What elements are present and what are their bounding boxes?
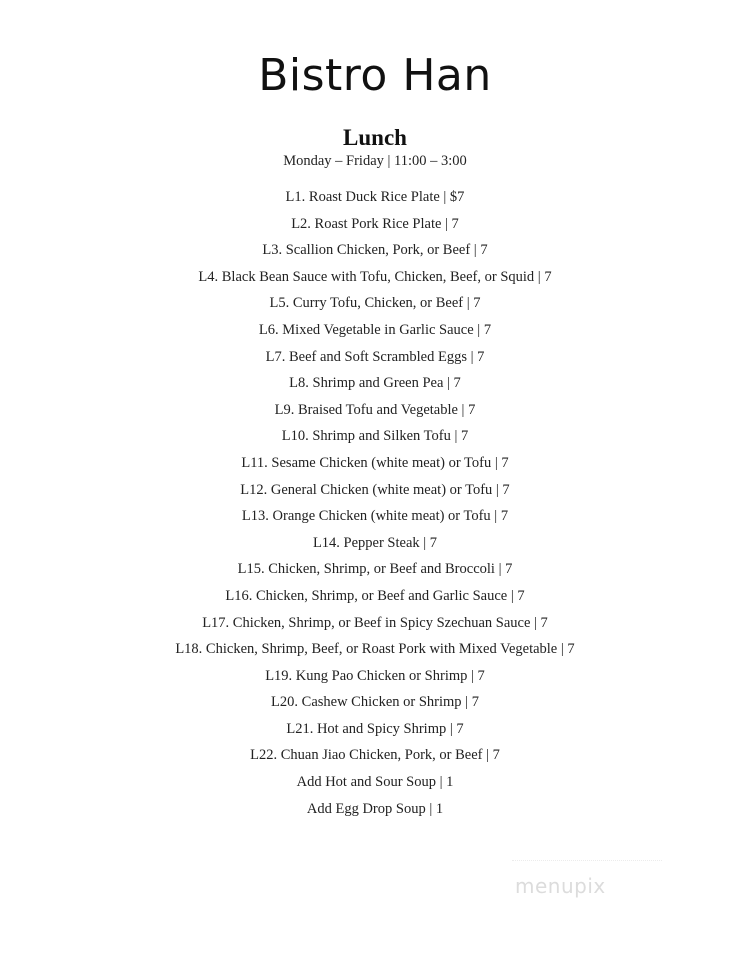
menu-item: L4. Black Bean Sauce with Tofu, Chicken, Beef, or Squid | 7 <box>198 268 552 285</box>
menu-item: L1. Roast Duck Rice Plate | $7 <box>285 189 465 205</box>
watermark-divider <box>512 860 662 861</box>
menu-item: L15. Chicken, Shrimp, or Beef and Broccoli | 7 <box>237 561 513 578</box>
section-title: Lunch <box>343 125 407 150</box>
menu-item: L9. Braised Tofu and Vegetable | 7 <box>274 401 476 418</box>
menu-item: L6. Mixed Vegetable in Garlic Sauce | 7 <box>258 321 492 338</box>
menu-item: L11. Sesame Chicken (white meat) or Tofu | 7 <box>241 454 509 471</box>
restaurant-name: Bistro Han <box>258 50 492 101</box>
menu-item: L16. Chicken, Shrimp, or Beef and Garlic Sauce | 7 <box>225 587 525 604</box>
menu-item: L20. Cashew Chicken or Shrimp | 7 <box>271 694 479 711</box>
menu-item: L22. Chuan Jiao Chicken, Pork, or Beef | 7 <box>250 747 500 764</box>
menu-item: Add Hot and Sour Soup | 1 <box>296 774 454 791</box>
menu-item: Add Egg Drop Soup | 1 <box>306 800 444 817</box>
menu-item: L18. Chicken, Shrimp, Beef, or Roast Pork with Mixed Vegetable | 7 <box>175 641 575 658</box>
menu-item: L13. Orange Chicken (white meat) or Tofu | 7 <box>241 508 509 525</box>
section-hours: Monday – Friday | 11:00 – 3:00 <box>283 153 467 169</box>
menu-item: L5. Curry Tofu, Chicken, or Beef | 7 <box>269 295 481 312</box>
menu-item: L3. Scallion Chicken, Pork, or Beef | 7 <box>262 242 488 259</box>
watermark-logo: menupix <box>515 874 606 898</box>
menu-item: L21. Hot and Spicy Shrimp | 7 <box>286 720 464 737</box>
menu-list <box>0 186 750 824</box>
menu-item: L10. Shrimp and Silken Tofu | 7 <box>281 428 469 445</box>
menu-item: L19. Kung Pao Chicken or Shrimp | 7 <box>265 667 485 684</box>
menu-item: L14. Pepper Steak | 7 <box>312 534 438 551</box>
menu-item: L7. Beef and Soft Scrambled Eggs | 7 <box>265 348 485 365</box>
menu-item: L2. Roast Pork Rice Plate | 7 <box>291 215 459 232</box>
menu-item: L8. Shrimp and Green Pea | 7 <box>289 375 461 392</box>
menu-item: L17. Chicken, Shrimp, or Beef in Spicy Szechuan Sauce | 7 <box>202 614 548 631</box>
menu-item: L12. General Chicken (white meat) or Tofu | 7 <box>240 481 510 498</box>
